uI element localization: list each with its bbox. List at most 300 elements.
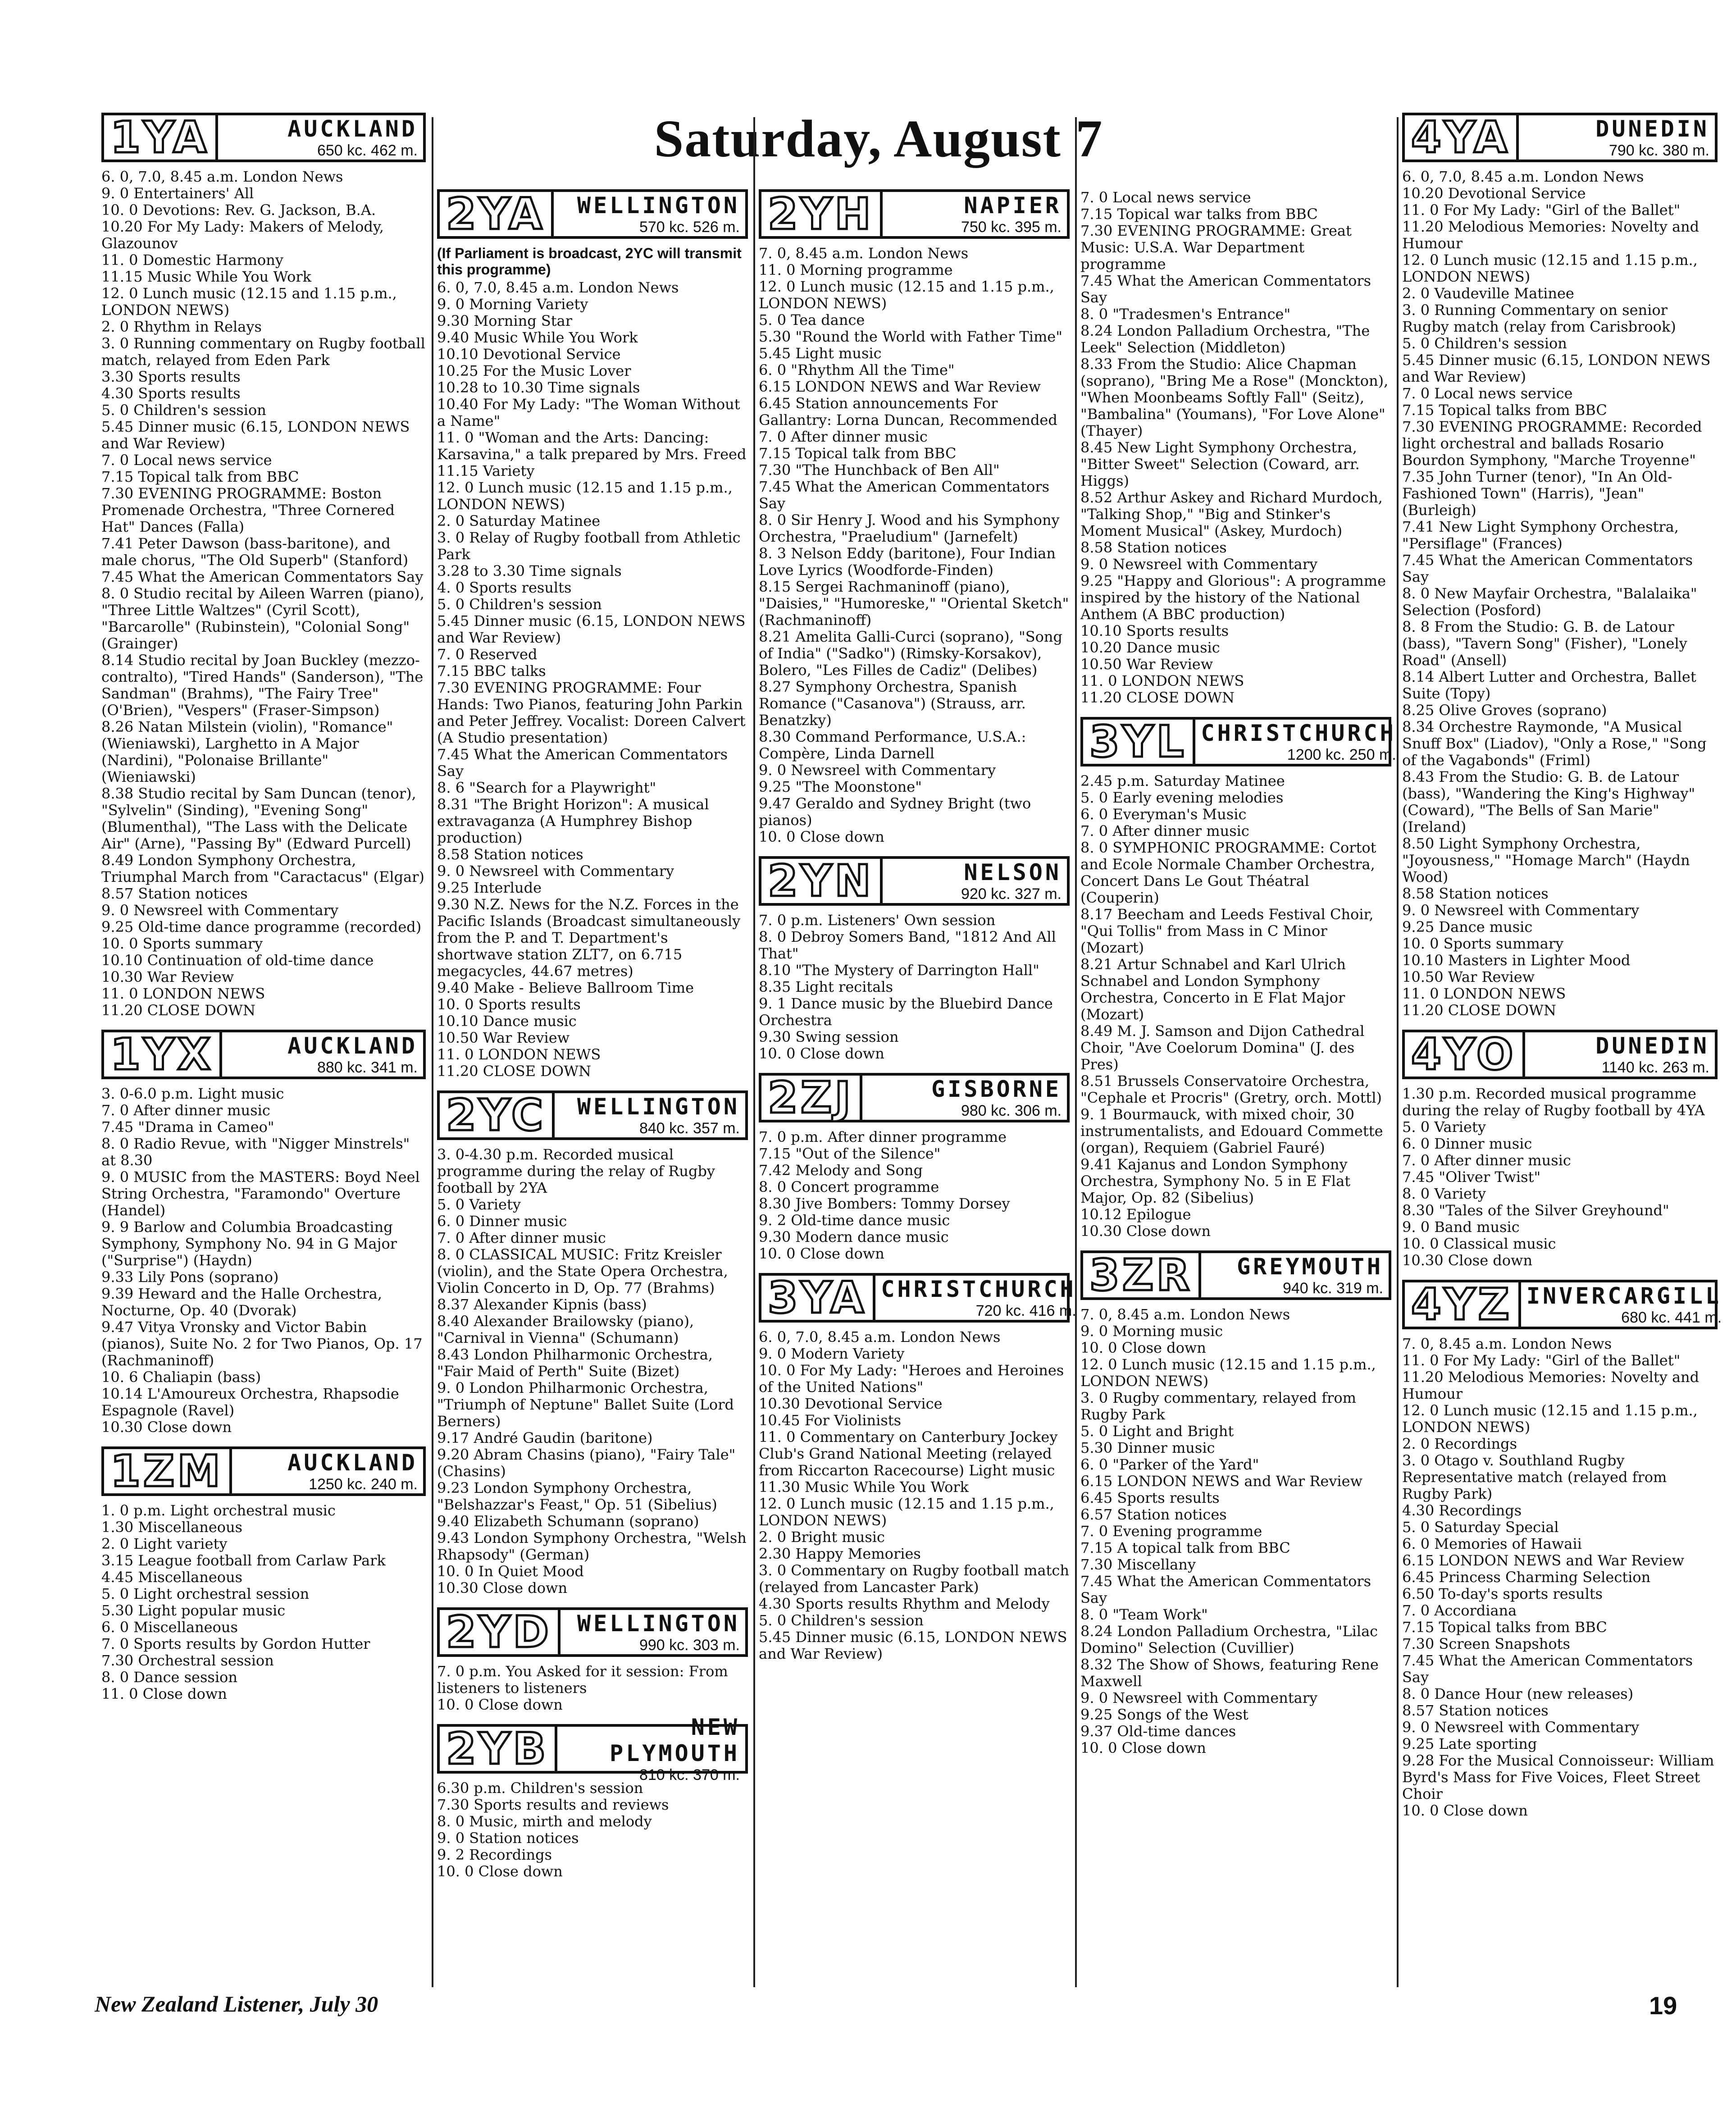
station-city: DUNEDIN (1595, 115, 1709, 142)
station-city: WELLINGTON (577, 1610, 740, 1637)
programme-item: 11.20 Melodious Memories: Novelty and Humour (1402, 218, 1700, 252)
programme-item: 5.45 Light music (759, 345, 882, 362)
station-block (759, 189, 1070, 845)
programme-item: 6.50 To-day's sports results (1402, 1585, 1603, 1602)
station-callsign: 2YC (440, 1093, 555, 1137)
programme-item: 1. 0 p.m. Light orchestral music (101, 1502, 336, 1519)
programme-item: 8.26 Natan Milstein (violin), "Romance" (Wieniawski), Larghetto in A Major (Nardini), "Polonaise Brillante" (Wieniawski) (101, 718, 393, 785)
programme-item: 7. 0 p.m. You Asked for it session: From listeners to listeners (437, 1663, 728, 1697)
station-block (1080, 1250, 1391, 1756)
station-header (1402, 1030, 1718, 1079)
station-header (759, 1073, 1070, 1122)
programme-item: 11.15 Music While You Work (101, 268, 312, 285)
programme-item: 8.40 Alexander Brailowsky (piano), "Carnival in Vienna" (Schumann) (437, 1313, 694, 1346)
station-city: INVERCARGILL (1526, 1282, 1722, 1309)
programme-item: 3. 0 Relay of Rugby football from Athletic Park (437, 529, 741, 563)
programme-item: 7. 0, 8.45 a.m. London News (1080, 1306, 1290, 1323)
programme-item: 6.15 LONDON NEWS and War Review (1080, 1473, 1362, 1490)
programme-item: 9.33 Lily Pons (soprano) (101, 1268, 279, 1286)
station-frequency: 990 kc. 303 m. (639, 1636, 740, 1654)
station-header (1080, 716, 1396, 767)
programme-item: 10.20 For My Lady: Makers of Melody, Glazounov (101, 218, 384, 252)
station-header (437, 1607, 748, 1657)
programme-item: 8. 8 From the Studio: G. B. de Latour (bass), "Tavern Song" (Fisher), "Lonely Road" (Ansell) (1402, 618, 1687, 669)
station-block (1080, 189, 1391, 706)
programme-item: 7.30 "The Hunchback of Ben All" (759, 461, 1000, 479)
programme-item: 5. 0 Variety (437, 1196, 521, 1213)
programme-item: 8.49 London Symphony Orchestra, Triumphal March from "Caractacus" (Elgar) (101, 852, 424, 885)
programme-item: 10. 6 Chaliapin (bass) (101, 1369, 261, 1386)
station-header-info (1201, 1253, 1389, 1297)
programme-item: 12. 0 Lunch music (12.15 and 1.15 p.m., LONDON NEWS) (437, 479, 733, 513)
programme-item: 9.30 Morning Star (437, 312, 573, 329)
station-header-info (1519, 115, 1715, 160)
programme-item: 3.15 League football from Carlaw Park (101, 1552, 386, 1569)
station-callsign: 4YO (1405, 1032, 1525, 1077)
programme-item: 6. 0 Everyman's Music (1080, 806, 1247, 823)
programme-item: 8.37 Alexander Kipnis (bass) (437, 1296, 647, 1313)
programme-item: 6. 0 "Rhythm All the Time" (759, 361, 955, 379)
station-city: CHRISTCHURCH (1201, 720, 1396, 746)
programme-item: 10. 0 Sports results (437, 996, 581, 1013)
programme-item: 8.10 "The Mystery of Darrington Hall" (759, 962, 1039, 979)
programme-item: 8.52 Arthur Askey and Richard Murdoch, "Talking Shop," "Big and Stinker's Moment Musical" (Askey, Murdoch) (1080, 489, 1383, 539)
programme-item: 11.20 CLOSE DOWN (101, 1002, 255, 1019)
station-note: (If Parliament is broadcast, 2YC will transmit this programme) (437, 245, 742, 278)
station-block (759, 1073, 1070, 1262)
programme-item: 10.50 War Review (1080, 656, 1213, 673)
programme-item: 8.51 Brussels Conservatoire Orchestra, "Cephale et Procris" (Gretry, orch. Mottl) (1080, 1072, 1382, 1106)
programme-item: 7.30 Miscellany (1080, 1556, 1196, 1573)
programme-item: 9.25 Late sporting (1402, 1735, 1537, 1752)
station-frequency: 920 kc. 327 m. (961, 885, 1062, 903)
programme-item: 5.30 "Round the World with Father Time" (759, 328, 1062, 345)
programme-item: 2. 0 Bright music (759, 1528, 885, 1546)
programme-item: 10. 0 Close down (437, 1696, 563, 1713)
programme-item: 6. 0, 7.0, 8.45 a.m. London News (1402, 168, 1644, 185)
programme-item: 8.31 "The Bright Horizon": A musical extravaganza (A Humphrey Bishop production) (437, 796, 709, 846)
programme-item: 3. 0 Running commentary on Rugby football match, relayed from Eden Park (101, 335, 425, 369)
programme-item: 7.45 What the American Commentators Say (759, 478, 1050, 512)
programme-item: 11.20 CLOSE DOWN (437, 1063, 591, 1080)
programme-item: 9.25 Dance music (1402, 918, 1533, 935)
programme-item: 7. 0 Local news service (1402, 385, 1573, 402)
station-callsign: 4YZ (1405, 1282, 1521, 1327)
programme-item: 7. 0, 8.45 a.m. London News (1402, 1335, 1612, 1352)
programme-item: 9.28 For the Musical Connoisseur: William Byrd's Mass for Five Voices, Fleet Street Choir (1402, 1752, 1714, 1802)
station-block (1402, 1279, 1722, 1819)
programme-item: 8.50 Light Symphony Orchestra, "Joyousness," "Homage March" (Haydn Wood) (1402, 835, 1690, 885)
station-frequency: 1250 kc. 240 m. (309, 1475, 418, 1493)
programme-item: 7.30 Orchestral session (101, 1652, 274, 1669)
programme-item: 10. 0 Sports summary (1402, 935, 1564, 952)
programme-item: 7.30 Screen Snapshots (1402, 1635, 1570, 1652)
programme-item: 9.17 André Gaudin (baritone) (437, 1429, 653, 1446)
programme-item: 10. 0 Close down (437, 1863, 563, 1880)
footer-publication: New Zealand Listener, July 30 (95, 1991, 378, 2016)
programme-item: 12. 0 Lunch music (12.15 and 1.15 p.m., LONDON NEWS) (1080, 1356, 1376, 1390)
station-block (759, 856, 1070, 1062)
programme-item: 7. 0 Evening programme (1080, 1523, 1262, 1540)
programme-item: 4.30 Sports results (101, 385, 241, 402)
programme-item: 10. 0 Close down (1402, 1802, 1528, 1819)
programme-item: 9. 0 Newsreel with Commentary (437, 862, 674, 880)
programme-item: 11. 0 Close down (101, 1685, 227, 1702)
programme-item: 8.15 Sergei Rachmaninoff (piano), "Daisies," "Humoreske," "Oriental Sketch" (Rachmaninoff) (759, 578, 1069, 629)
programme-item: 11.20 Melodious Memories: Novelty and Humour (1402, 1369, 1700, 1402)
programme-item: 9.43 London Symphony Orchestra, "Welsh Rhapsody" (German) (437, 1529, 747, 1563)
programme-item: 8. 0 Dance session (101, 1669, 237, 1686)
programme-item: 10.12 Epilogue (1080, 1206, 1191, 1223)
station-frequency: 980 kc. 306 m. (961, 1102, 1062, 1119)
programme-item: 8.33 From the Studio: Alice Chapman (soprano), "Bring Me a Rose" (Monckton), "When Moonbeams Softly Fall" (Seitz), "Bambalina" (Youmans), "For Love Alone" (Thayer) (1080, 356, 1389, 439)
programme-item: 5. 0 Children's session (1402, 335, 1567, 352)
programme-item: 7.15 Topical talks from BBC (1402, 1619, 1607, 1636)
station-city: NELSON (964, 859, 1062, 885)
programme-item: 9. 1 Dance music by the Bluebird Dance Orchestra (759, 995, 1053, 1029)
programme-item: 2. 0 Recordings (1402, 1435, 1517, 1452)
programme-item: 3.30 Sports results (101, 368, 241, 385)
programme-item: 5. 0 Children's session (759, 1612, 924, 1629)
programme-item: 6. 0, 7.0, 8.45 a.m. London News (101, 168, 343, 185)
station-frequency: 790 kc. 380 m. (1608, 141, 1709, 159)
programme-item: 10. 0 Close down (1080, 1739, 1206, 1756)
station-callsign: 2ZJ (761, 1076, 862, 1120)
station-frequency: 880 kc. 341 m. (317, 1058, 418, 1076)
station-frequency: 680 kc. 441 m. (1621, 1309, 1722, 1326)
programme-item: 2. 0 Saturday Matinee (437, 512, 601, 529)
station-header-info (883, 192, 1067, 236)
programme-item: 8. 0 Sir Henry J. Wood and his Symphony Orchestra, "Praeludium" (Jarnefelt) (759, 511, 1060, 545)
station-block (437, 1607, 748, 1713)
programme-item: 6.15 LONDON NEWS and War Review (759, 378, 1041, 395)
programme-item: 10. 0 For My Lady: "Heroes and Heroines of the United Nations" (759, 1362, 1064, 1396)
programme-item: 8.30 Jive Bombers: Tommy Dorsey (759, 1195, 1010, 1212)
programme-item: 8.24 London Palladium Orchestra, "Lilac Domino" Selection (Cuvillier) (1080, 1623, 1378, 1656)
programme-item: 11. 0 For My Lady: "Girl of the Ballet" (1402, 201, 1681, 219)
programme-item: 10. 0 Sports summary (101, 935, 263, 952)
station-header-info (554, 192, 745, 236)
programme-item: 11. 0 Commentary on Canterbury Jockey Club's Grand National Meeting (relayed from Riccarton Racecourse) Light music (759, 1428, 1058, 1479)
station-header (1402, 1279, 1722, 1330)
station-frequency: 720 kc. 416 m. (975, 1302, 1076, 1319)
programme-item: 8.57 Station notices (1402, 1702, 1549, 1719)
programme-item: 7.42 Melody and Song (759, 1162, 923, 1179)
programme-item: 9.47 Geraldo and Sydney Bright (two pianos) (759, 795, 1031, 829)
programme-item: 7. 0 After dinner music (101, 1102, 270, 1119)
programme-item: 8.35 Light recitals (759, 978, 893, 995)
programme-item: 7. 0 After dinner music (1080, 822, 1249, 839)
programme-item: 8. 0 "Team Work" (1080, 1606, 1208, 1623)
programme-item: 9.20 Abram Chasins (piano), "Fairy Tale" (Chasins) (437, 1446, 736, 1480)
programme-item: 7.30 Sports results and reviews (437, 1796, 669, 1813)
station-header-info (560, 1610, 745, 1654)
programme-item: 10. 0 Close down (759, 1245, 884, 1262)
programme-item: 10.50 War Review (1402, 968, 1535, 985)
programme-item: 1.30 p.m. Recorded musical programme during the relay of Rugby football by 4YA (1402, 1085, 1705, 1119)
programme-item: 10.30 Close down (1402, 1252, 1533, 1269)
programme-item: 8. 3 Nelson Eddy (baritone), Four Indian Love Lyrics (Woodforde-Finden) (759, 545, 1056, 579)
programme-item: 8.14 Albert Lutter and Orchestra, Ballet Suite (Topy) (1402, 668, 1696, 702)
station-header (437, 1714, 748, 1784)
page-number: 19 (1649, 1991, 1677, 2020)
programme-item: 8.30 "Tales of the Silver Greyhound" (1402, 1202, 1669, 1219)
programme-item: 9. 0 Newsreel with Commentary (1080, 1689, 1318, 1706)
programme-item: 6.30 p.m. Children's session (437, 1779, 643, 1797)
programme-item: 6. 0 Dinner music (437, 1213, 567, 1230)
station-city: NAPIER (964, 192, 1062, 219)
station-header (759, 1273, 1076, 1323)
programme-item: 6. 0, 7.0, 8.45 a.m. London News (759, 1328, 1001, 1346)
programme-item: 10.10 Devotional Service (437, 346, 621, 363)
column-2 (437, 189, 748, 1891)
column-rule (1075, 117, 1077, 1987)
programme-item: 2.45 p.m. Saturday Matinee (1080, 772, 1285, 789)
programme-item: 10.40 For My Lady: "The Woman Without a Name" (437, 396, 740, 429)
programme-item: 10.10 Continuation of old-time dance (101, 952, 374, 969)
programme-item: 9. 2 Recordings (437, 1846, 552, 1863)
programme-item: 8.57 Station notices (101, 885, 248, 902)
programme-item: 8. 0 "Tradesmen's Entrance" (1080, 306, 1291, 323)
programme-item: 9.40 Elizabeth Schumann (soprano) (437, 1513, 699, 1530)
programme-item: 9. 0 Newsreel with Commentary (101, 902, 339, 919)
programme-item: 10. 0 Close down (759, 1045, 884, 1062)
programme-item: 8. 0 Dance Hour (new releases) (1402, 1685, 1634, 1702)
station-header-info (555, 1093, 745, 1137)
programme-item: 7. 0 p.m. Listeners' Own session (759, 912, 996, 929)
station-frequency: 810 kc. 370 m. (639, 1766, 740, 1784)
programme-item: 9. 0 London Philharmonic Orchestra, "Triumph of Neptune" Ballet Suite (Lord Berners) (437, 1379, 734, 1430)
station-city: NEW PLYMOUTH (610, 1714, 740, 1766)
programme-item: 10.14 L'Amoureux Orchestra, Rhapsodie Espagnole (Ravel) (101, 1385, 399, 1419)
programme-item: 9.47 Vitya Vronsky and Victor Babin (pianos), Suite No. 2 for Two Pianos, Op. 17 (Rachmaninoff) (101, 1318, 423, 1369)
programme-item: 3. 0 Otago v. Southland Rugby Representative match (relayed from Rugby Park) (1402, 1452, 1667, 1502)
programme-item: 4.30 Recordings (1402, 1502, 1522, 1519)
programme-item: 7. 0 p.m. After dinner programme (759, 1128, 1007, 1145)
programme-item: 12. 0 Lunch music (12.15 and 1.15 p.m., LONDON NEWS) (1402, 251, 1698, 285)
programme-item: 10.30 Close down (101, 1419, 232, 1436)
programme-item: 8. 0 Studio recital by Aileen Warren (piano), "Three Little Waltzes" (Cyril Scott), "Barcarolle" (Rubinstein), "Colonial Song" (Grainger) (101, 585, 424, 652)
programme-item: 7.45 What the American Commentators Say (1080, 272, 1371, 306)
station-frequency: 1140 kc. 263 m. (1601, 1058, 1709, 1076)
station-header (101, 1030, 426, 1079)
station-callsign: 4YA (1405, 115, 1519, 160)
station-callsign: 3YL (1083, 720, 1195, 764)
programme-item: 9.30 N.Z. News for the N.Z. Forces in the Pacific Islands (Broadcast simultaneously from the P. and T. Department's shortwave station ZLT7, on 6.715 megacycles, 44.67 metres) (437, 896, 741, 980)
station-callsign: 3YA (761, 1276, 875, 1320)
programme-item: 9.23 London Symphony Orchestra, "Belshazzar's Feast," Op. 51 (Sibelius) (437, 1479, 717, 1513)
station-block (1402, 1030, 1718, 1269)
programme-item: 8.38 Studio recital by Sam Duncan (tenor), "Sylvelin" (Sinding), "Evening Song" (Blumenthal), "The Lass with the Delicate Air" (Arne), "Passing By" (Edward Purcell) (101, 785, 416, 852)
programme-item: 8. 6 "Search for a Playwright" (437, 779, 656, 796)
station-header (437, 189, 748, 239)
programme-item: 7.45 What the American Commentators Say (1402, 552, 1693, 585)
programme-item: 6.15 LONDON NEWS and War Review (1402, 1552, 1684, 1569)
station-block (437, 1714, 748, 1880)
programme-item: 8. 0 SYMPHONIC PROGRAMME: Cortot and Ecole Normale Chamber Orchestra, Concert Dans Le Gout Théatral (Couperin) (1080, 839, 1376, 906)
programme-item: 5.45 Dinner music (6.15, LONDON NEWS and War Review) (101, 418, 410, 452)
programme-item: 8.43 From the Studio: G. B. de Latour (bass), "Wandering the King's Highway" (Coward), "The Bells of San Marie" (Ireland) (1402, 768, 1695, 835)
programme-item: 8.25 Olive Groves (soprano) (1402, 702, 1607, 719)
station-header-info (232, 1449, 423, 1493)
programme-item: 7. 0 After dinner music (437, 1229, 606, 1246)
programme-item: 9. 0 Morning music (1080, 1323, 1223, 1340)
programme-item: 6. 0, 7.0, 8.45 a.m. London News (437, 279, 679, 296)
programme-item: 5. 0 Children's session (437, 596, 602, 613)
station-frequency: 570 kc. 526 m. (639, 218, 740, 236)
programme-item: 9. 0 Band music (1402, 1218, 1520, 1236)
programme-item: 7.15 "Out of the Silence" (759, 1145, 941, 1162)
station-callsign: 3ZR (1083, 1253, 1201, 1297)
station-header-info (222, 1032, 423, 1077)
programme-item: 7.35 John Turner (tenor), "In An Old-Fashioned Town" (Harris), "Jean" (Burleigh) (1402, 468, 1672, 519)
station-frequency: 750 kc. 395 m. (961, 218, 1062, 236)
programme-item: 7. 0 After dinner music (1402, 1152, 1571, 1169)
programme-item: 9.39 Heward and the Halle Orchestra, Nocturne, Op. 40 (Dvorak) (101, 1285, 382, 1319)
programme-item: 7.41 New Light Symphony Orchestra, "Persiflage" (Frances) (1402, 518, 1679, 552)
programme-item: 9. 0 Entertainers' All (101, 185, 254, 202)
programme-item: 5.30 Dinner music (1080, 1439, 1215, 1456)
programme-item: 8.58 Station notices (437, 846, 583, 863)
programme-item: 12. 0 Lunch music (12.15 and 1.15 p.m., LONDON NEWS) (759, 1495, 1054, 1529)
station-header-info (883, 859, 1067, 903)
programme-item: 5. 0 Variety (1402, 1118, 1486, 1136)
station-block (101, 113, 426, 1019)
programme-item: 11. 0 Morning programme (759, 261, 953, 278)
programme-item: 2. 0 Vaudeville Matinee (1402, 285, 1574, 302)
programme-item: 7.45 "Drama in Cameo" (101, 1118, 274, 1136)
programme-item: 8.27 Symphony Orchestra, Spanish Romance ("Casanova") (Strauss, arr. Benatzky) (759, 678, 1026, 729)
programme-item: 11. 0 "Woman and the Arts: Dancing: Karsavina," a talk prepared by Mrs. Freed (437, 429, 747, 463)
programme-item: 3. 0 Running Commentary on senior Rugby match (relay from Carisbrook) (1402, 301, 1676, 335)
station-callsign: 1YX (104, 1032, 222, 1077)
station-city: WELLINGTON (577, 1093, 740, 1120)
programme-item: 5. 0 Children's session (101, 401, 266, 419)
station-callsign: 1YA (104, 115, 218, 160)
programme-item: 9. 0 MUSIC from the MASTERS: Boyd Neel String Orchestra, "Faramondo" Overture (Handel) (101, 1168, 420, 1219)
station-block (1402, 113, 1718, 1019)
programme-item: 10.10 Masters in Lighter Mood (1402, 952, 1631, 969)
programme-item: 2. 0 Light variety (101, 1535, 228, 1552)
programme-item: 9.40 Music While You Work (437, 329, 638, 346)
programme-item: 8. 0 New Mayfair Orchestra, "Balalaika" Selection (Posford) (1402, 585, 1697, 619)
station-frequency: 940 kc. 319 m. (1282, 1279, 1383, 1297)
station-block (437, 189, 748, 1080)
programme-item: 3. 0-4.30 p.m. Recorded musical programme during the relay of Rugby football by 2YA (437, 1146, 715, 1196)
programme-item: 7.45 What the American Commentators Say (1080, 1573, 1371, 1606)
programme-item: 9.25 Old-time dance programme (recorded) (101, 918, 422, 935)
programme-item: 7.41 Peter Dawson (bass-baritone), and male chorus, "The Old Superb" (Stanford) (101, 535, 409, 569)
column-rule (753, 117, 755, 1987)
station-header-info (875, 1276, 1081, 1320)
programme-item: 10. 0 In Quiet Mood (437, 1563, 584, 1580)
programme-item: 12. 0 Lunch music (12.15 and 1.15 p.m., LONDON NEWS) (759, 278, 1054, 312)
programme-item: 11.15 Variety (437, 462, 535, 479)
programme-item: 8.32 The Show of Shows, featuring Rene Maxwell (1080, 1656, 1379, 1690)
programme-item: 6. 0 "Parker of the Yard" (1080, 1456, 1259, 1473)
programme-item: 4. 0 Sports results (437, 579, 572, 596)
programme-item: 6. 0 Memories of Hawaii (1402, 1535, 1582, 1552)
programme-item: 11.20 CLOSE DOWN (1080, 689, 1235, 706)
programme-item: 8. 0 Concert programme (759, 1178, 939, 1195)
programme-item: 7. 0 Local news service (1080, 189, 1251, 206)
programme-item: 10. 0 Close down (759, 828, 884, 845)
programme-item: 5. 0 Tea dance (759, 311, 865, 328)
station-header-info (1195, 720, 1401, 764)
station-city: GISBORNE (931, 1076, 1062, 1102)
station-frequency: 840 kc. 357 m. (639, 1119, 740, 1137)
programme-item: 10.28 to 10.30 Time signals (437, 379, 640, 396)
programme-item: 9. 2 Old-time dance music (759, 1212, 950, 1229)
programme-item: 8.24 London Palladium Orchestra, "The Leek" Selection (Middleton) (1080, 322, 1370, 356)
programme-item: 7.45 What the American Commentators Say (1402, 1652, 1693, 1686)
programme-item: 7.45 "Oliver Twist" (1402, 1168, 1541, 1186)
station-block (437, 1090, 748, 1597)
programme-item: 9.30 Modern dance music (759, 1228, 949, 1245)
column-1 (101, 113, 426, 1713)
programme-item: 7.30 EVENING PROGRAMME: Great Music: U.S.A. War Department programme (1080, 222, 1352, 273)
programme-item: 6.45 Station announcements For Gallantry: Lorna Duncan, Recommended (759, 395, 1057, 429)
programme-item: 9.25 Interlude (437, 879, 542, 896)
programme-item: 9. 0 Newsreel with Commentary (1402, 902, 1640, 919)
programme-item: 12. 0 Lunch music (12.15 and 1.15 p.m., LONDON NEWS) (101, 285, 397, 319)
programme-item: 11.30 Music While You Work (759, 1478, 969, 1496)
programme-item: 9.30 Swing session (759, 1028, 899, 1045)
programme-item: 7.45 What the American Commentators Say (101, 568, 424, 585)
programme-item: 12. 0 Lunch music (12.15 and 1.15 p.m., LONDON NEWS) (1402, 1402, 1698, 1436)
programme-item: 10. 0 Classical music (1402, 1235, 1556, 1252)
programme-item: 7.30 EVENING PROGRAMME: Recorded light orchestral and ballads Rosario Bourdon Symphony, "Marche Troyenne" (1402, 418, 1702, 469)
programme-item: 9.25 "The Moonstone" (759, 778, 922, 795)
programme-item: 7. 0 Reserved (437, 646, 538, 663)
programme-item: 9. 0 Newsreel with Commentary (1402, 1719, 1640, 1736)
column-3 (759, 189, 1076, 1673)
programme-item: 3. 0 Commentary on Rugby football match (relayed from Lancaster Park) (759, 1562, 1069, 1596)
station-header (437, 1090, 748, 1140)
programme-item: 8.58 Station notices (1402, 885, 1549, 902)
programme-item: 7.15 Topical talk from BBC (759, 445, 957, 462)
station-city: AUCKLAND (287, 1032, 418, 1059)
column-rule (432, 117, 433, 1987)
programme-item: 11. 0 LONDON NEWS (101, 985, 265, 1002)
page-title: Saturday, August 7 (654, 109, 1103, 168)
programme-item: 5. 0 Light orchestral session (101, 1585, 310, 1602)
programme-item: 8.49 M. J. Samson and Dijon Cathedral Choir, "Ave Coelorum Domina" (J. des Pres) (1080, 1022, 1365, 1073)
station-block (1080, 716, 1396, 1240)
programme-item: 2.30 Happy Memories (759, 1545, 921, 1562)
programme-item: 9.40 Make - Believe Ballroom Time (437, 979, 694, 996)
programme-item: 6.57 Station notices (1080, 1506, 1227, 1523)
programme-item: 3. 0 Rugby commentary, relayed from Rugby Park (1080, 1389, 1356, 1423)
programme-item: 7.15 BBC talks (437, 662, 546, 680)
station-header (1080, 1250, 1391, 1300)
programme-item: 9. 1 Bourmauck, with mixed choir, 30 instrumentalists, and Edouard Commette (organ), Requiem (Gabriel Fauré) (1080, 1106, 1383, 1156)
programme-item: 10.25 For the Music Lover (437, 362, 631, 379)
column-4 (1080, 189, 1396, 1767)
station-callsign: 1ZM (104, 1449, 232, 1493)
station-header (1402, 113, 1718, 162)
programme-item: 9.25 Songs of the West (1080, 1706, 1248, 1723)
programme-item: 6. 0 Dinner music (1402, 1135, 1532, 1152)
programme-item: 2. 0 Rhythm in Relays (101, 318, 262, 335)
programme-item: 6.45 Princess Charming Selection (1402, 1569, 1651, 1586)
programme-item: 10. 0 Close down (1080, 1339, 1206, 1356)
programme-item: 7.45 What the American Commentators Say (437, 746, 728, 780)
column-rule (1397, 117, 1399, 1987)
station-city: DUNEDIN (1595, 1032, 1709, 1059)
programme-item: 7.15 Topical talks from BBC (1402, 401, 1607, 419)
programme-item: 5.45 Dinner music (6.15, LONDON NEWS and War Review) (1402, 351, 1711, 385)
